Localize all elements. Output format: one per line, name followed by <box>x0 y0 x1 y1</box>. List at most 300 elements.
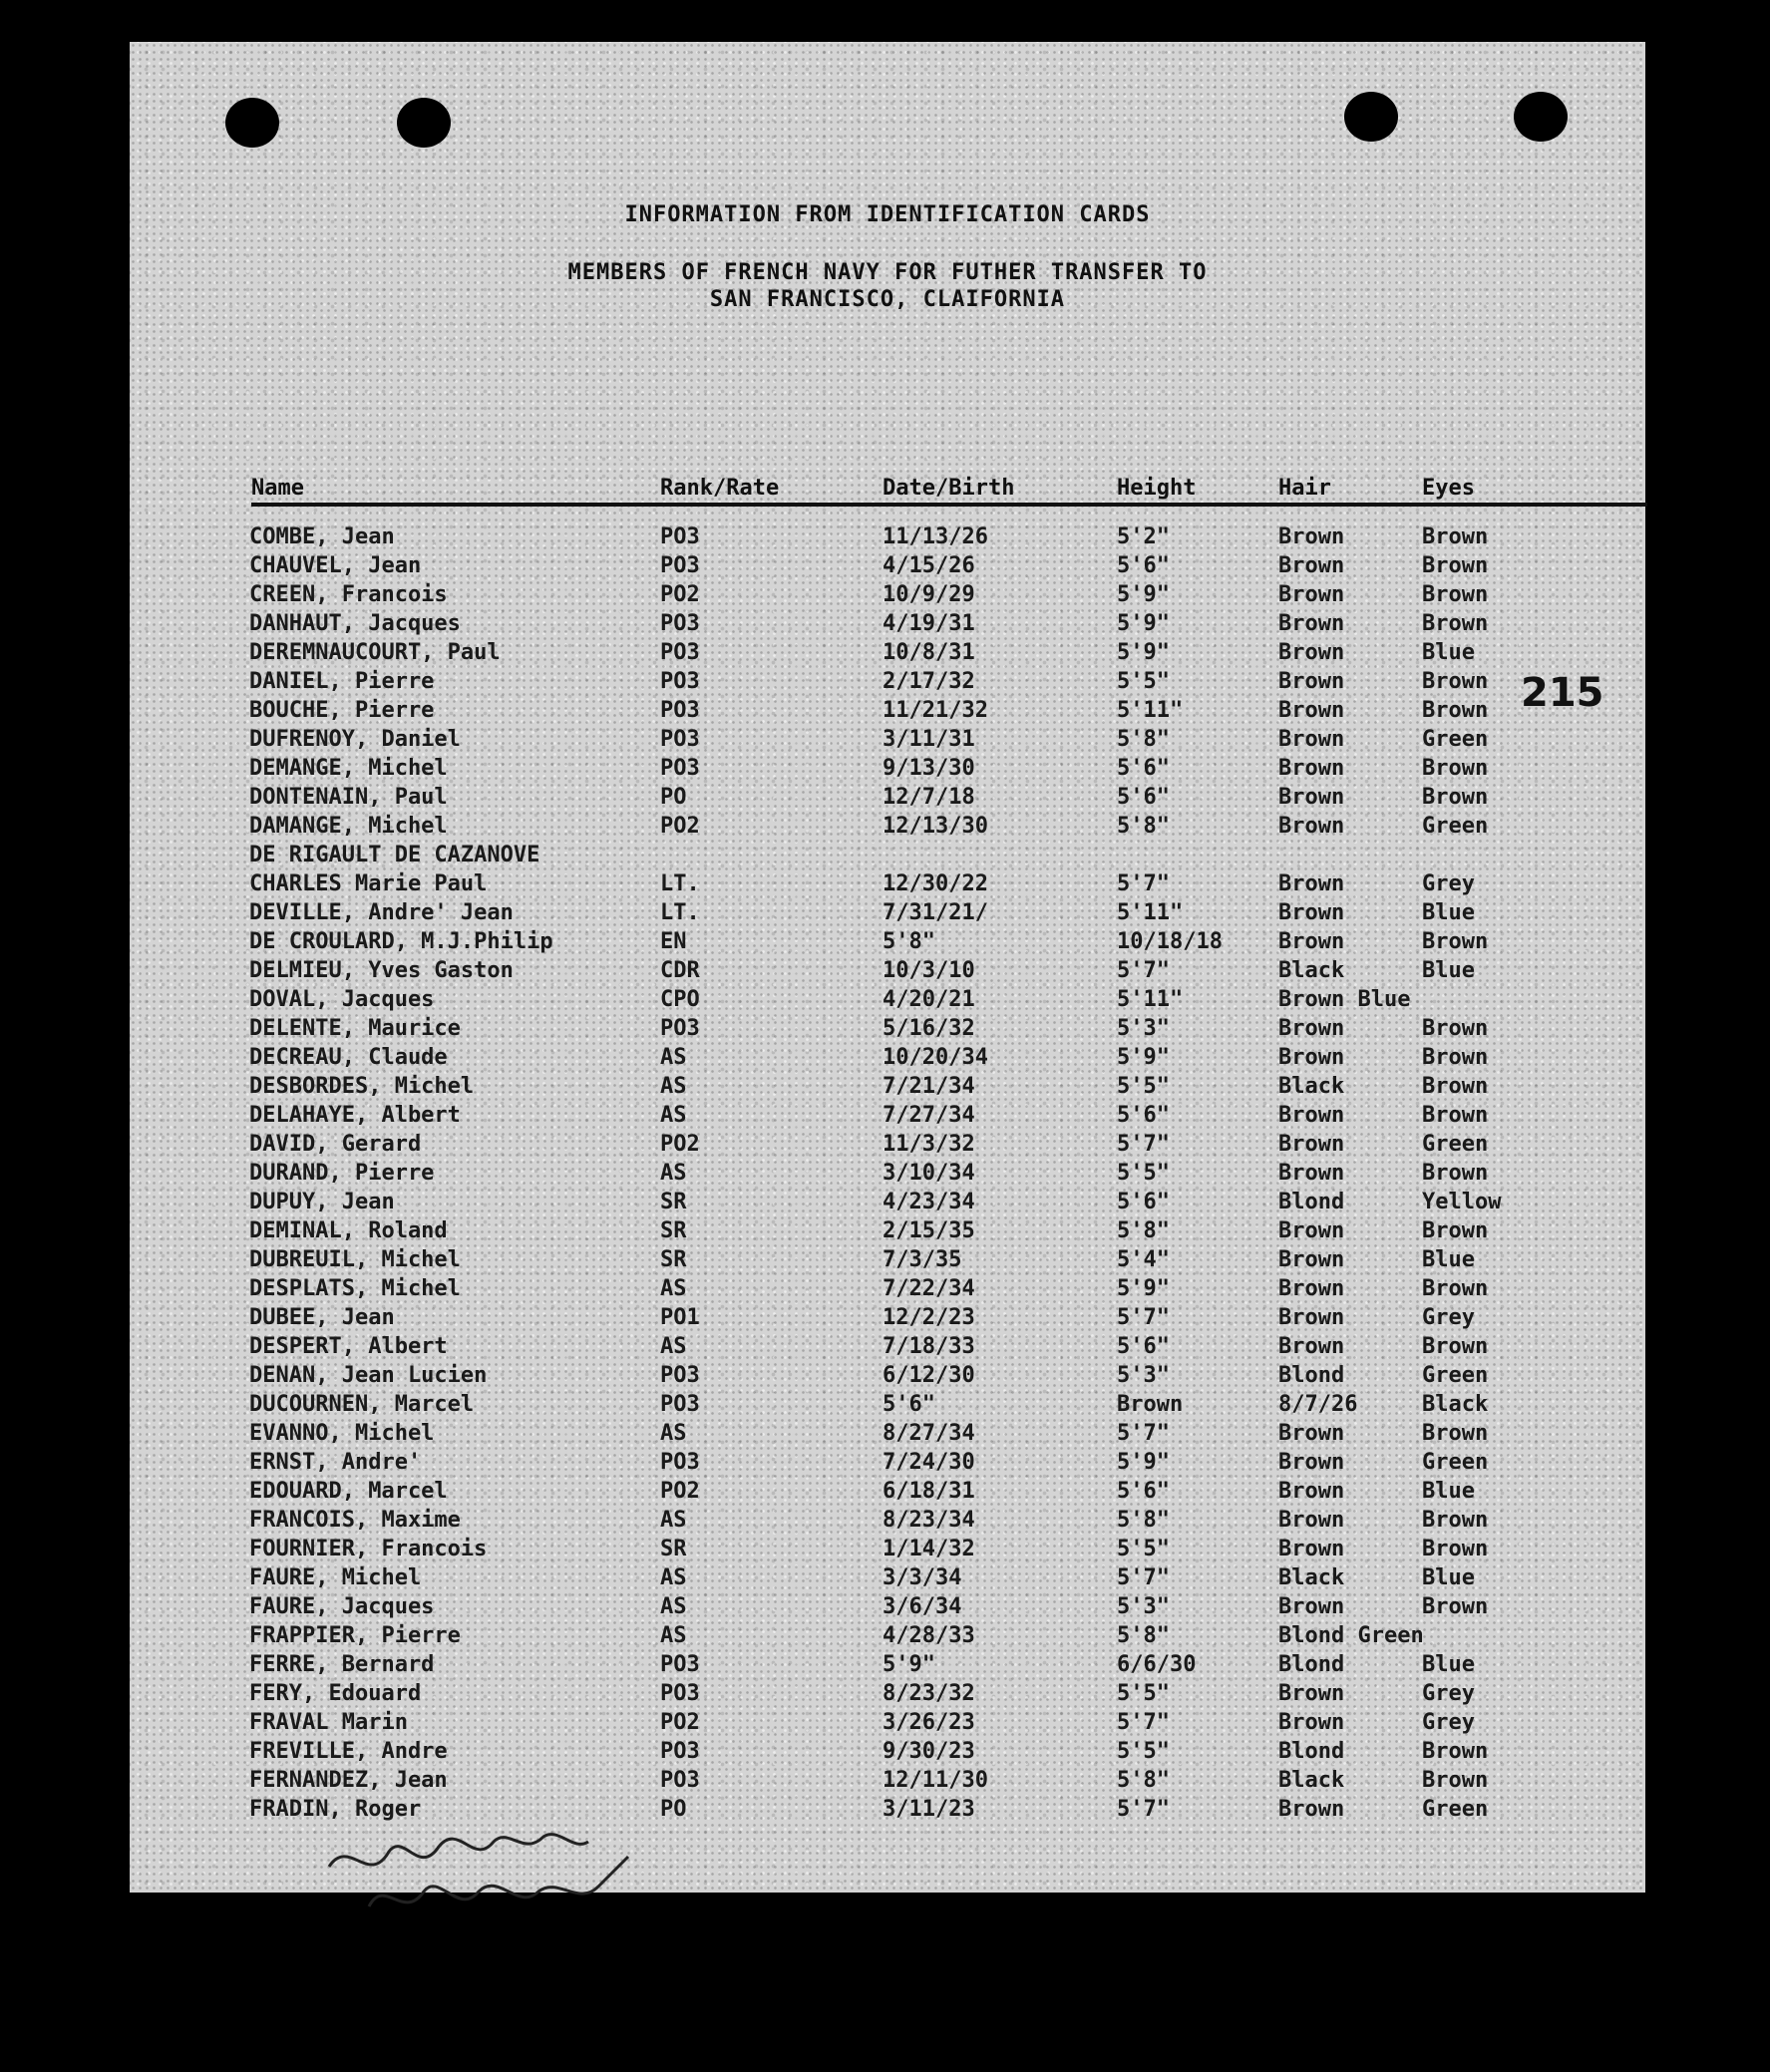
cell-dob: 10/3/10 <box>883 958 975 983</box>
cell-name: DOVAL, Jacques <box>249 987 435 1012</box>
page-number: 215 <box>1521 670 1604 716</box>
cell-name: EDOUARD, Marcel <box>249 1479 448 1504</box>
cell-rank: PO3 <box>660 698 700 723</box>
cell-dob: 2/15/35 <box>883 1218 975 1243</box>
cell-name: DANHAUT, Jacques <box>249 611 461 636</box>
table-row <box>130 1710 1645 1739</box>
cell-name: FERRE, Bernard <box>249 1652 435 1677</box>
cell-eyes: Green <box>1422 814 1489 839</box>
cell-dob: 6/12/30 <box>883 1363 975 1388</box>
cell-height: 5'4" <box>1117 1247 1170 1272</box>
cell-name: DELMIEU, Yves Gaston <box>249 958 514 983</box>
cell-name: FREVILLE, Andre <box>249 1739 448 1764</box>
cell-hair: Brown <box>1278 582 1345 607</box>
table-row <box>130 1739 1645 1768</box>
cell-eyes: Green <box>1422 1132 1489 1157</box>
cell-eyes: Brown <box>1422 1276 1489 1301</box>
cell-height: 5'9" <box>1117 1045 1170 1070</box>
cell-rank: AS <box>660 1276 687 1301</box>
cell-dob: 7/21/34 <box>883 1074 975 1099</box>
cell-dob: 5'8" <box>883 929 935 954</box>
cell-rank: AS <box>660 1045 687 1070</box>
cell-rank: PO3 <box>660 727 700 752</box>
punch-hole <box>1514 92 1568 142</box>
cell-hair: Brown <box>1278 1421 1345 1446</box>
table-row <box>130 1074 1645 1103</box>
cell-name: ERNST, Andre' <box>249 1450 422 1475</box>
table-row <box>130 1768 1645 1797</box>
cell-eyes: Brown <box>1422 1537 1489 1561</box>
cell-name: DURAND, Pierre <box>249 1161 435 1186</box>
cell-rank: AS <box>660 1508 687 1533</box>
cell-dob: 4/15/26 <box>883 553 975 578</box>
cell-name: FAURE, Michel <box>249 1565 422 1590</box>
cell-dob: 10/20/34 <box>883 1045 988 1070</box>
cell-height: 5'7" <box>1117 1565 1170 1590</box>
cell-hair: Brown Blue <box>1278 987 1411 1012</box>
cell-dob: 4/19/31 <box>883 611 975 636</box>
cell-eyes: Brown <box>1422 1739 1489 1764</box>
cell-name: DUFRENOY, Daniel <box>249 727 461 752</box>
cell-dob: 12/7/18 <box>883 785 975 810</box>
cell-eyes: Brown <box>1422 1508 1489 1533</box>
cell-height: 5'9" <box>1117 611 1170 636</box>
cell-dob: 3/3/34 <box>883 1565 962 1590</box>
cell-height: 6/6/30 <box>1117 1652 1197 1677</box>
table-row <box>130 1045 1645 1074</box>
cell-name: DUBEE, Jean <box>249 1305 395 1330</box>
cell-dob: 8/23/32 <box>883 1681 975 1706</box>
cell-dob: 3/11/23 <box>883 1797 975 1822</box>
cell-dob: 3/6/34 <box>883 1594 962 1619</box>
cell-hair: Black <box>1278 1768 1345 1793</box>
table-row <box>130 756 1645 785</box>
cell-rank: CPO <box>660 987 700 1012</box>
cell-hair: Brown <box>1278 727 1345 752</box>
table-row <box>130 669 1645 698</box>
cell-name: FRAVAL Marin <box>249 1710 408 1735</box>
cell-rank: SR <box>660 1218 687 1243</box>
cell-eyes: Blue <box>1422 1479 1475 1504</box>
cell-dob: 7/18/33 <box>883 1334 975 1359</box>
cell-height: 5'8" <box>1117 727 1170 752</box>
cell-hair: Brown <box>1278 1797 1345 1822</box>
cell-dob: 11/3/32 <box>883 1132 975 1157</box>
cell-height: 5'5" <box>1117 1074 1170 1099</box>
roster-table <box>130 524 1645 1826</box>
cell-eyes: Black <box>1422 1392 1489 1417</box>
cell-rank: PO3 <box>660 756 700 781</box>
cell-height: 5'3" <box>1117 1594 1170 1619</box>
cell-hair: Brown <box>1278 1016 1345 1041</box>
cell-hair: Black <box>1278 958 1345 983</box>
cell-rank: PO2 <box>660 1479 700 1504</box>
cell-rank: PO <box>660 785 687 810</box>
column-header-name: Name <box>251 476 304 501</box>
table-row <box>130 929 1645 958</box>
cell-eyes: Brown <box>1422 929 1489 954</box>
cell-rank: AS <box>660 1623 687 1648</box>
cell-height: 5'6" <box>1117 756 1170 781</box>
cell-hair: Brown <box>1278 1045 1345 1070</box>
cell-hair: Brown <box>1278 1710 1345 1735</box>
cell-rank: AS <box>660 1103 687 1128</box>
cell-dob: 5'9" <box>883 1652 935 1677</box>
cell-eyes: Brown <box>1422 1045 1489 1070</box>
cell-name: DE RIGAULT DE CAZANOVE <box>249 843 540 867</box>
table-row <box>130 1594 1645 1623</box>
cell-eyes: Grey <box>1422 1305 1475 1330</box>
cell-hair: Black <box>1278 1074 1345 1099</box>
cell-rank: PO3 <box>660 1652 700 1677</box>
table-row <box>130 1623 1645 1652</box>
punch-hole <box>397 98 451 148</box>
cell-eyes: Blue <box>1422 640 1475 665</box>
cell-rank: PO3 <box>660 524 700 549</box>
cell-dob: 5'6" <box>883 1392 935 1417</box>
table-row <box>130 1161 1645 1190</box>
cell-name: DECREAU, Claude <box>249 1045 448 1070</box>
cell-eyes: Brown <box>1422 1334 1489 1359</box>
cell-height: 5'8" <box>1117 814 1170 839</box>
cell-height: 5'5" <box>1117 1537 1170 1561</box>
cell-height: 5'6" <box>1117 785 1170 810</box>
cell-name: FRADIN, Roger <box>249 1797 422 1822</box>
cell-dob: 4/23/34 <box>883 1190 975 1214</box>
cell-hair: Blond <box>1278 1190 1345 1214</box>
cell-eyes: Brown <box>1422 1103 1489 1128</box>
table-row <box>130 1103 1645 1132</box>
table-row <box>130 1508 1645 1537</box>
cell-height: 5'6" <box>1117 1103 1170 1128</box>
cell-dob: 7/31/21/ <box>883 900 988 925</box>
table-row <box>130 1450 1645 1479</box>
cell-name: FRANCOIS, Maxime <box>249 1508 461 1533</box>
cell-eyes: Green <box>1422 727 1489 752</box>
cell-height: 5'6" <box>1117 1334 1170 1359</box>
punch-hole <box>225 98 279 148</box>
cell-rank: PO3 <box>660 669 700 694</box>
cell-rank: PO3 <box>660 611 700 636</box>
cell-hair: Brown <box>1278 1537 1345 1561</box>
cell-hair: Brown <box>1278 1508 1345 1533</box>
cell-rank: AS <box>660 1421 687 1446</box>
cell-name: BOUCHE, Pierre <box>249 698 435 723</box>
cell-eyes: Brown <box>1422 553 1489 578</box>
cell-height: 5'5" <box>1117 1161 1170 1186</box>
cell-height: Brown <box>1117 1392 1184 1417</box>
cell-name: DUBREUIL, Michel <box>249 1247 461 1272</box>
cell-hair: Brown <box>1278 1276 1345 1301</box>
cell-dob: 8/23/34 <box>883 1508 975 1533</box>
column-header-dob: Date/Birth <box>883 476 1015 501</box>
table-row <box>130 785 1645 814</box>
cell-rank: PO3 <box>660 640 700 665</box>
cell-height: 5'8" <box>1117 1508 1170 1533</box>
column-header-rank: Rank/Rate <box>660 476 780 501</box>
cell-eyes: Brown <box>1422 669 1489 694</box>
table-row <box>130 1247 1645 1276</box>
cell-rank: PO3 <box>660 1450 700 1475</box>
cell-height: 10/18/18 <box>1117 929 1223 954</box>
cell-eyes: Brown <box>1422 1074 1489 1099</box>
cell-height: 5'6" <box>1117 553 1170 578</box>
table-row <box>130 640 1645 669</box>
cell-rank: PO2 <box>660 1132 700 1157</box>
cell-hair: Brown <box>1278 524 1345 549</box>
table-row <box>130 1537 1645 1565</box>
cell-dob: 10/9/29 <box>883 582 975 607</box>
cell-hair: Brown <box>1278 1594 1345 1619</box>
cell-name: DE CROULARD, M.J.Philip <box>249 929 553 954</box>
cell-rank: PO3 <box>660 1363 700 1388</box>
table-row <box>130 611 1645 640</box>
column-header-height: Height <box>1117 476 1197 501</box>
cell-hair: Brown <box>1278 900 1345 925</box>
document-title: INFORMATION FROM IDENTIFICATION CARDS <box>624 202 1151 227</box>
cell-rank: LT. <box>660 871 700 896</box>
cell-hair: Brown <box>1278 611 1345 636</box>
cell-height: 5'2" <box>1117 524 1170 549</box>
cell-hair: Brown <box>1278 553 1345 578</box>
cell-name: DEREMNAUCOURT, Paul <box>249 640 501 665</box>
cell-height: 5'11" <box>1117 900 1184 925</box>
cell-name: FRAPPIER, Pierre <box>249 1623 461 1648</box>
cell-eyes: Brown <box>1422 1161 1489 1186</box>
cell-hair: Brown <box>1278 814 1345 839</box>
table-row <box>130 871 1645 900</box>
cell-eyes: Brown <box>1422 524 1489 549</box>
cell-rank: PO2 <box>660 1710 700 1735</box>
cell-height: 5'7" <box>1117 1797 1170 1822</box>
table-row <box>130 1305 1645 1334</box>
cell-height: 5'9" <box>1117 582 1170 607</box>
cell-dob: 11/13/26 <box>883 524 988 549</box>
cell-hair: Brown <box>1278 1681 1345 1706</box>
cell-height: 5'8" <box>1117 1623 1170 1648</box>
cell-dob: 11/21/32 <box>883 698 988 723</box>
punch-hole <box>1344 92 1398 142</box>
table-row <box>130 1132 1645 1161</box>
cell-hair: Brown <box>1278 1450 1345 1475</box>
cell-rank: SR <box>660 1247 687 1272</box>
cell-dob: 12/13/30 <box>883 814 988 839</box>
cell-rank: EN <box>660 929 687 954</box>
cell-eyes: Brown <box>1422 611 1489 636</box>
cell-eyes: Green <box>1422 1797 1489 1822</box>
cell-name: DELAHAYE, Albert <box>249 1103 461 1128</box>
cell-hair: 8/7/26 <box>1278 1392 1358 1417</box>
table-row <box>130 1218 1645 1247</box>
cell-height: 5'7" <box>1117 1132 1170 1157</box>
cell-rank: AS <box>660 1334 687 1359</box>
cell-hair: Blond <box>1278 1363 1345 1388</box>
cell-eyes: Brown <box>1422 1421 1489 1446</box>
cell-height: 5'3" <box>1117 1363 1170 1388</box>
column-header-hair: Hair <box>1278 476 1331 501</box>
column-header-eyes: Eyes <box>1422 476 1475 501</box>
handwritten-signature <box>309 1797 728 1936</box>
cell-rank: AS <box>660 1594 687 1619</box>
cell-hair: Brown <box>1278 929 1345 954</box>
cell-eyes: Brown <box>1422 785 1489 810</box>
cell-eyes: Brown <box>1422 698 1489 723</box>
cell-rank: PO3 <box>660 1392 700 1417</box>
cell-name: DAVID, Gerard <box>249 1132 422 1157</box>
cell-rank: PO2 <box>660 582 700 607</box>
cell-height: 5'7" <box>1117 958 1170 983</box>
cell-name: DEMINAL, Roland <box>249 1218 448 1243</box>
cell-height: 5'11" <box>1117 987 1184 1012</box>
table-row <box>130 727 1645 756</box>
table-row <box>130 958 1645 987</box>
cell-height: 5'7" <box>1117 1710 1170 1735</box>
cell-name: DENAN, Jean Lucien <box>249 1363 488 1388</box>
cell-name: FERY, Edouard <box>249 1681 422 1706</box>
cell-name: EVANNO, Michel <box>249 1421 435 1446</box>
table-row <box>130 1421 1645 1450</box>
cell-height: 5'3" <box>1117 1016 1170 1041</box>
cell-rank: PO3 <box>660 1016 700 1041</box>
table-row <box>130 900 1645 929</box>
cell-dob: 4/28/33 <box>883 1623 975 1648</box>
cell-dob: 8/27/34 <box>883 1421 975 1446</box>
document-subtitle: SAN FRANCISCO, CLAIFORNIA <box>709 287 1066 312</box>
cell-height: 5'9" <box>1117 1450 1170 1475</box>
cell-height: 5'9" <box>1117 1276 1170 1301</box>
cell-eyes: Blue <box>1422 1247 1475 1272</box>
cell-rank: SR <box>660 1537 687 1561</box>
cell-dob: 2/17/32 <box>883 669 975 694</box>
cell-dob: 7/24/30 <box>883 1450 975 1475</box>
cell-name: CHARLES Marie Paul <box>249 871 488 896</box>
cell-dob: 12/11/30 <box>883 1768 988 1793</box>
cell-name: FAURE, Jacques <box>249 1594 435 1619</box>
cell-dob: 3/11/31 <box>883 727 975 752</box>
cell-name: FOURNIER, Francois <box>249 1537 488 1561</box>
table-row <box>130 698 1645 727</box>
header-rule <box>251 503 1647 507</box>
cell-eyes: Blue <box>1422 1652 1475 1677</box>
cell-rank: LT. <box>660 900 700 925</box>
cell-eyes: Brown <box>1422 1218 1489 1243</box>
cell-name: CREEN, Francois <box>249 582 448 607</box>
document-page <box>130 42 1645 1893</box>
cell-name: FERNANDEZ, Jean <box>249 1768 448 1793</box>
cell-name: DELENTE, Maurice <box>249 1016 461 1041</box>
cell-hair: Brown <box>1278 1218 1345 1243</box>
cell-height: 5'9" <box>1117 640 1170 665</box>
cell-name: DEVILLE, Andre' Jean <box>249 900 514 925</box>
cell-rank: SR <box>660 1190 687 1214</box>
cell-rank: PO3 <box>660 1768 700 1793</box>
cell-rank: AS <box>660 1565 687 1590</box>
cell-hair: Brown <box>1278 1334 1345 1359</box>
cell-name: DUPUY, Jean <box>249 1190 395 1214</box>
cell-dob: 9/30/23 <box>883 1739 975 1764</box>
cell-eyes: Green <box>1422 1450 1489 1475</box>
cell-rank: PO3 <box>660 1681 700 1706</box>
table-row <box>130 1334 1645 1363</box>
table-row <box>130 524 1645 553</box>
table-row <box>130 582 1645 611</box>
cell-dob: 7/22/34 <box>883 1276 975 1301</box>
cell-dob: 12/30/22 <box>883 871 988 896</box>
cell-dob: 3/26/23 <box>883 1710 975 1735</box>
cell-hair: Brown <box>1278 698 1345 723</box>
table-row <box>130 1016 1645 1045</box>
cell-hair: Black <box>1278 1565 1345 1590</box>
cell-hair: Brown <box>1278 1305 1345 1330</box>
cell-name: DAMANGE, Michel <box>249 814 448 839</box>
cell-eyes: Brown <box>1422 756 1489 781</box>
cell-eyes: Brown <box>1422 1768 1489 1793</box>
table-row <box>130 553 1645 582</box>
cell-rank: CDR <box>660 958 700 983</box>
table-row <box>130 1681 1645 1710</box>
cell-hair: Brown <box>1278 785 1345 810</box>
cell-height: 5'7" <box>1117 1421 1170 1446</box>
cell-height: 5'11" <box>1117 698 1184 723</box>
cell-height: 5'8" <box>1117 1218 1170 1243</box>
cell-height: 5'5" <box>1117 1681 1170 1706</box>
cell-height: 5'6" <box>1117 1190 1170 1214</box>
cell-dob: 3/10/34 <box>883 1161 975 1186</box>
cell-dob: 9/13/30 <box>883 756 975 781</box>
cell-name: DUCOURNEN, Marcel <box>249 1392 475 1417</box>
cell-name: DESBORDES, Michel <box>249 1074 475 1099</box>
cell-eyes: Yellow <box>1422 1190 1502 1214</box>
cell-hair: Brown <box>1278 1247 1345 1272</box>
cell-eyes: Blue <box>1422 900 1475 925</box>
cell-rank: PO3 <box>660 553 700 578</box>
cell-eyes: Brown <box>1422 1594 1489 1619</box>
cell-dob: 5/16/32 <box>883 1016 975 1041</box>
cell-height: 5'7" <box>1117 1305 1170 1330</box>
cell-height: 5'5" <box>1117 669 1170 694</box>
table-row <box>130 1276 1645 1305</box>
cell-name: DESPERT, Albert <box>249 1334 448 1359</box>
cell-dob: 12/2/23 <box>883 1305 975 1330</box>
cell-hair: Blond <box>1278 1652 1345 1677</box>
cell-dob: 7/3/35 <box>883 1247 962 1272</box>
cell-eyes: Brown <box>1422 1016 1489 1041</box>
table-row <box>130 1392 1645 1421</box>
cell-dob: 4/20/21 <box>883 987 975 1012</box>
cell-height: 5'5" <box>1117 1739 1170 1764</box>
cell-eyes: Grey <box>1422 1710 1475 1735</box>
cell-name: DESPLATS, Michel <box>249 1276 461 1301</box>
cell-rank: PO1 <box>660 1305 700 1330</box>
cell-hair: Brown <box>1278 1132 1345 1157</box>
cell-name: COMBE, Jean <box>249 524 395 549</box>
cell-name: DONTENAIN, Paul <box>249 785 448 810</box>
cell-name: CHAUVEL, Jean <box>249 553 422 578</box>
cell-rank: AS <box>660 1074 687 1099</box>
cell-eyes: Green <box>1422 1363 1489 1388</box>
cell-hair: Brown <box>1278 756 1345 781</box>
cell-dob: 10/8/31 <box>883 640 975 665</box>
cell-hair: Blond Green <box>1278 1623 1424 1648</box>
table-row <box>130 1652 1645 1681</box>
cell-hair: Brown <box>1278 669 1345 694</box>
cell-height: 5'7" <box>1117 871 1170 896</box>
table-row <box>130 814 1645 843</box>
cell-dob: 1/14/32 <box>883 1537 975 1561</box>
cell-eyes: Grey <box>1422 871 1475 896</box>
cell-hair: Brown <box>1278 640 1345 665</box>
cell-eyes: Grey <box>1422 1681 1475 1706</box>
